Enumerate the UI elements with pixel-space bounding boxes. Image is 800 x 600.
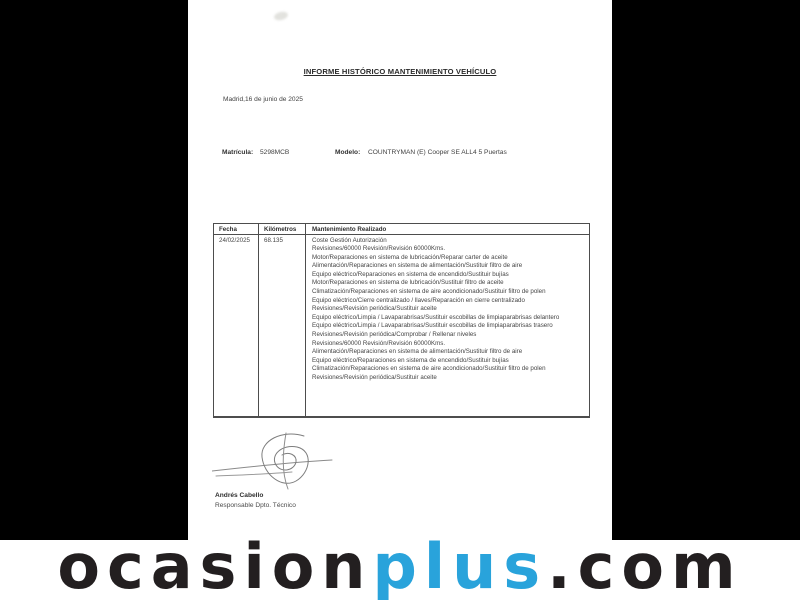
backdrop-right xyxy=(612,0,800,540)
report-date: Madrid,16 de junio de 2025 xyxy=(223,96,303,103)
maintenance-line: Equipo eléctrico/Limpia / Lavaparabrisas/Sustituir escobillas de limpiaparabrisas delantero xyxy=(312,313,560,321)
modelo-value: COUNTRYMAN (E) Cooper SE ALL4 5 Puertas xyxy=(368,149,507,156)
logo-part-ocasion: ocasion xyxy=(57,540,373,600)
maintenance-line: Revisiones/Revisión periódica/Comprobar / Rellenar niveles xyxy=(312,331,477,339)
maintenance-line: Alimentación/Reparaciones en sistema de alimentación/Sustituir filtro de aire xyxy=(312,348,523,356)
maintenance-line: Climatización/Reparaciones en sistema de aire acondicionado/Sustituir filtro de polen xyxy=(312,365,546,373)
maintenance-line: Equipo eléctrico/Limpia / Lavaparabrisas/Sustituir escobillas de limpiaparabrisas trasero xyxy=(312,322,553,330)
logo-part-com: .com xyxy=(547,540,743,600)
scan-smudge xyxy=(273,10,289,21)
logo-part-plus: plus xyxy=(372,540,548,600)
maintenance-table xyxy=(213,223,590,418)
maintenance-line: Climatización/Reparaciones en sistema de aire acondicionado/Sustituir filtro de polen xyxy=(312,288,546,296)
cell-mantenimiento xyxy=(306,235,589,416)
cell-kilometros: 68.135 xyxy=(259,235,306,416)
maintenance-line: Equipo eléctrico/Reparaciones en sistema de encendido/Sustituir bujías xyxy=(312,356,509,364)
signer-role: Responsable Dpto. Técnico xyxy=(215,502,296,509)
maintenance-line: Motor/Reparaciones en sistema de lubricación/Sustituir filtro de aceite xyxy=(312,279,504,287)
maintenance-line: Equipo eléctrico/Reparaciones en sistema de encendido/Sustituir bujías xyxy=(312,270,509,278)
backdrop-left xyxy=(0,0,188,540)
maintenance-line: Revisiones/Revisión periódica/Sustituir aceite xyxy=(312,305,437,313)
report-title: INFORME HISTÓRICO MANTENIMIENTO VEHÍCULO xyxy=(303,67,497,76)
document-page xyxy=(188,0,612,540)
maintenance-line: Motor/Reparaciones en sistema de lubricación/Reparar carter de aceite xyxy=(312,253,508,261)
header-kilometros: Kilómetros xyxy=(259,224,306,234)
header-fecha: Fecha xyxy=(214,224,259,234)
brand-strip xyxy=(0,540,800,600)
maintenance-line: Revisiones/Revisión periódica/Sustituir aceite xyxy=(312,374,437,381)
maintenance-line: Alimentación/Reparaciones en sistema de alimentación/Sustituir filtro de aire xyxy=(312,262,523,270)
maintenance-line: Coste Gestión Autorización xyxy=(312,236,387,244)
table-header-row xyxy=(214,224,589,235)
maintenance-line: Revisiones/60000 Revisión/Revisión 60000Kms. xyxy=(312,245,446,253)
matricula-label: Matrícula: xyxy=(222,149,254,156)
table-row xyxy=(214,235,589,416)
maintenance-line: Equipo eléctrico/Cierre centralizado / llaves/Reparación en cierre centralizado xyxy=(312,296,525,304)
signer-name: Andrés Cabello xyxy=(215,492,264,499)
ocasionplus-logo xyxy=(57,540,743,600)
cell-fecha: 24/02/2025 xyxy=(214,235,259,416)
header-mantenimiento: Mantenimiento Realizado xyxy=(312,226,387,233)
modelo-label: Modelo: xyxy=(335,149,361,156)
maintenance-line: Revisiones/60000 Revisión/Revisión 60000Kms. xyxy=(312,339,446,347)
signature-scribble xyxy=(212,431,344,493)
matricula-value: 5298MCB xyxy=(260,149,290,156)
